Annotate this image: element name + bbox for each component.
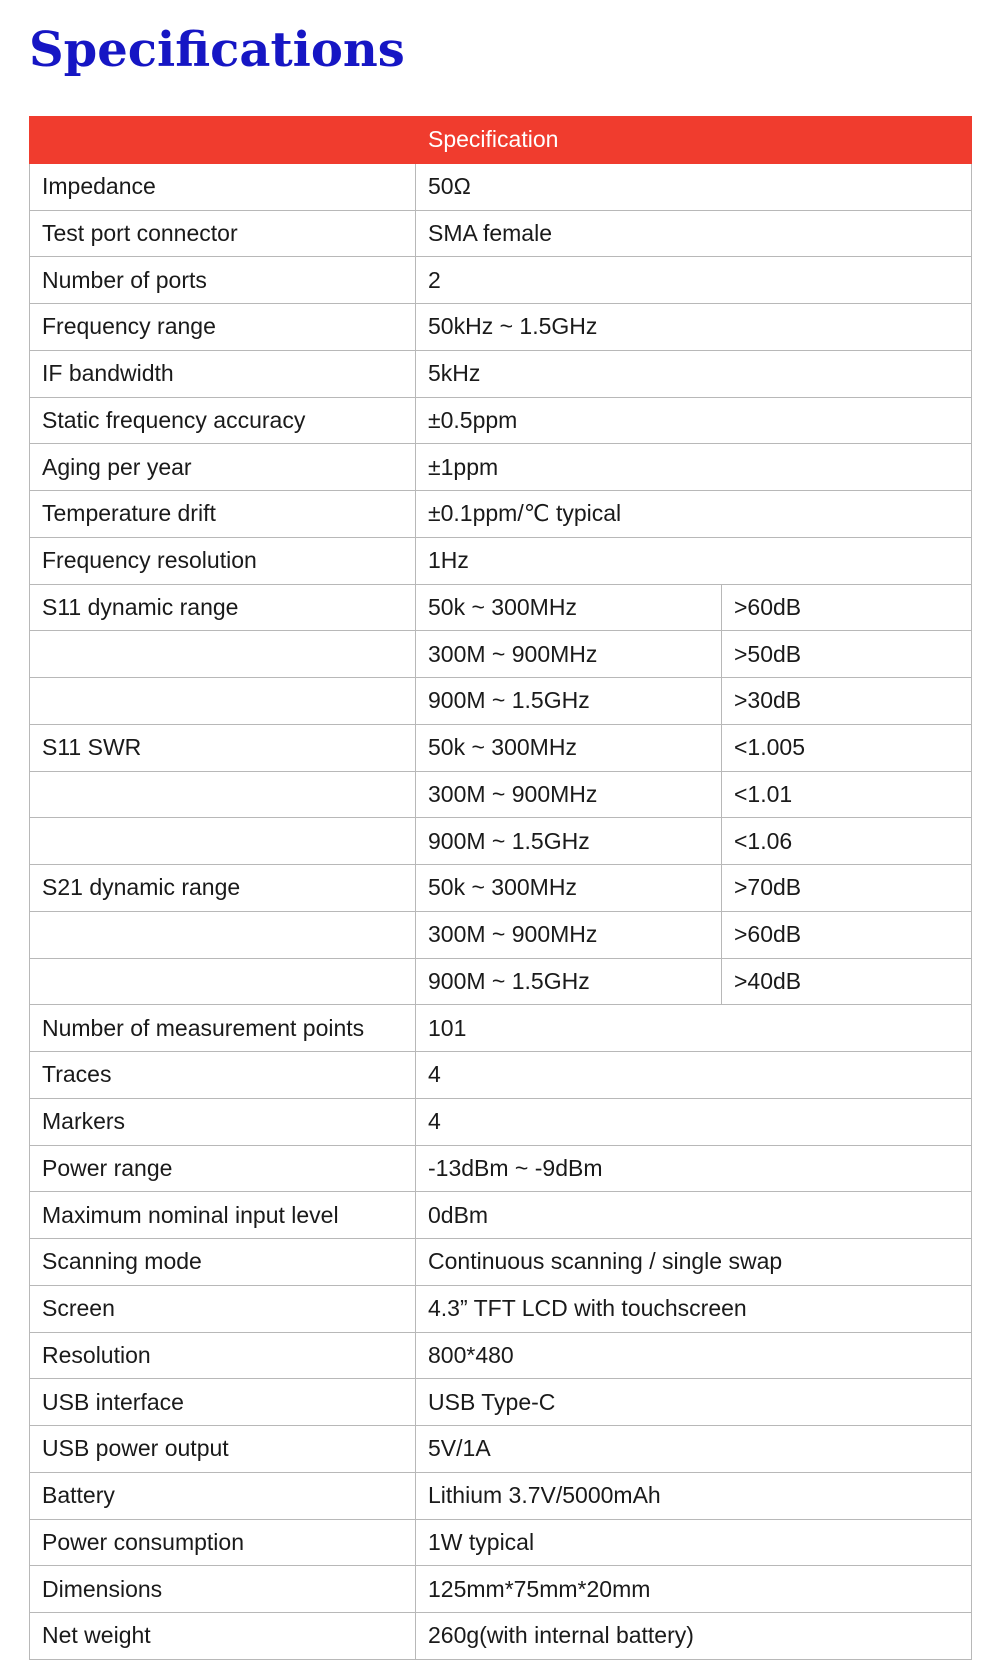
table-row: [30, 397, 972, 444]
row-label: Maximum nominal input level: [30, 1192, 416, 1239]
row-label: Scanning mode: [30, 1239, 416, 1286]
row-value: 4.3” TFT LCD with touchscreen: [416, 1285, 972, 1332]
row-label: Resolution: [30, 1332, 416, 1379]
table-row: [30, 911, 972, 958]
table-row: [30, 724, 972, 771]
row-label: Impedance: [30, 163, 416, 210]
row-value: 125mm*75mm*20mm: [416, 1566, 972, 1613]
header-spec-cell: Specification: [416, 117, 972, 164]
table-row: [30, 1566, 972, 1613]
table-row: [30, 444, 972, 491]
row-value: ±1ppm: [416, 444, 972, 491]
range-value-cell: >70dB: [722, 865, 972, 912]
range-value-cell: >30dB: [722, 678, 972, 725]
table-row: [30, 537, 972, 584]
table-row: [30, 1192, 972, 1239]
row-label: Screen: [30, 1285, 416, 1332]
row-value: Continuous scanning / single swap: [416, 1239, 972, 1286]
range-cell: 900M ~ 1.5GHz: [416, 818, 722, 865]
table-row: [30, 1472, 972, 1519]
row-value: 0dBm: [416, 1192, 972, 1239]
table-row: [30, 304, 972, 351]
row-label: USB power output: [30, 1426, 416, 1473]
row-label: Aging per year: [30, 444, 416, 491]
table-row: [30, 958, 972, 1005]
row-value: 1Hz: [416, 537, 972, 584]
row-label: Markers: [30, 1098, 416, 1145]
row-value: 101: [416, 1005, 972, 1052]
table-row: [30, 1052, 972, 1099]
range-cell: 300M ~ 900MHz: [416, 631, 722, 678]
range-value-cell: <1.005: [722, 724, 972, 771]
row-label: Power consumption: [30, 1519, 416, 1566]
row-value: ±0.1ppm/℃ typical: [416, 491, 972, 538]
range-value-cell: >60dB: [722, 584, 972, 631]
table-row: [30, 1239, 972, 1286]
table-row: [30, 1098, 972, 1145]
row-value: 260g(with internal battery): [416, 1613, 972, 1660]
row-value: 800*480: [416, 1332, 972, 1379]
empty-label-cell: [30, 818, 416, 865]
row-value: 1W typical: [416, 1519, 972, 1566]
row-label: Test port connector: [30, 210, 416, 257]
table-row: [30, 257, 972, 304]
table-row: [30, 491, 972, 538]
row-value: 5V/1A: [416, 1426, 972, 1473]
range-value-cell: <1.01: [722, 771, 972, 818]
table-row: [30, 1426, 972, 1473]
range-value-cell: <1.06: [722, 818, 972, 865]
range-cell: 900M ~ 1.5GHz: [416, 958, 722, 1005]
group-label: S11 SWR: [30, 724, 416, 771]
table-row: [30, 350, 972, 397]
row-label: Dimensions: [30, 1566, 416, 1613]
table-row: [30, 1332, 972, 1379]
row-label: Net weight: [30, 1613, 416, 1660]
table-row: [30, 1379, 972, 1426]
range-cell: 900M ~ 1.5GHz: [416, 678, 722, 725]
group-label: S11 dynamic range: [30, 584, 416, 631]
table-row: [30, 1005, 972, 1052]
row-label: Temperature drift: [30, 491, 416, 538]
row-value: ±0.5ppm: [416, 397, 972, 444]
row-value: SMA female: [416, 210, 972, 257]
row-label: IF bandwidth: [30, 350, 416, 397]
row-value: Lithium 3.7V/5000mAh: [416, 1472, 972, 1519]
row-value: USB Type-C: [416, 1379, 972, 1426]
empty-label-cell: [30, 771, 416, 818]
range-value-cell: >40dB: [722, 958, 972, 1005]
row-label: USB interface: [30, 1379, 416, 1426]
page-title: Specifications: [29, 22, 405, 78]
row-label: Static frequency accuracy: [30, 397, 416, 444]
row-value: 2: [416, 257, 972, 304]
row-label: Power range: [30, 1145, 416, 1192]
row-label: Number of measurement points: [30, 1005, 416, 1052]
table-row: [30, 818, 972, 865]
empty-label-cell: [30, 678, 416, 725]
row-value: 4: [416, 1098, 972, 1145]
table-row: [30, 1145, 972, 1192]
table-row: [30, 771, 972, 818]
table-row: [30, 1285, 972, 1332]
row-label: Frequency resolution: [30, 537, 416, 584]
table-row: [30, 1519, 972, 1566]
specifications-table: [29, 116, 972, 1660]
table-row: [30, 678, 972, 725]
range-cell: 300M ~ 900MHz: [416, 771, 722, 818]
table-row: [30, 865, 972, 912]
row-label: Battery: [30, 1472, 416, 1519]
table-row: [30, 1613, 972, 1660]
empty-label-cell: [30, 958, 416, 1005]
empty-label-cell: [30, 911, 416, 958]
table-header-row: [30, 117, 972, 164]
header-label-cell: [30, 117, 416, 164]
group-label: S21 dynamic range: [30, 865, 416, 912]
range-cell: 50k ~ 300MHz: [416, 724, 722, 771]
row-value: 4: [416, 1052, 972, 1099]
range-value-cell: >60dB: [722, 911, 972, 958]
row-value: 50Ω: [416, 163, 972, 210]
row-value: 50kHz ~ 1.5GHz: [416, 304, 972, 351]
row-value: -13dBm ~ -9dBm: [416, 1145, 972, 1192]
row-label: Number of ports: [30, 257, 416, 304]
table-row: [30, 584, 972, 631]
range-cell: 300M ~ 900MHz: [416, 911, 722, 958]
range-cell: 50k ~ 300MHz: [416, 584, 722, 631]
range-cell: 50k ~ 300MHz: [416, 865, 722, 912]
row-label: Traces: [30, 1052, 416, 1099]
empty-label-cell: [30, 631, 416, 678]
range-value-cell: >50dB: [722, 631, 972, 678]
table-row: [30, 210, 972, 257]
row-value: 5kHz: [416, 350, 972, 397]
row-label: Frequency range: [30, 304, 416, 351]
table-row: [30, 631, 972, 678]
table-row: [30, 163, 972, 210]
